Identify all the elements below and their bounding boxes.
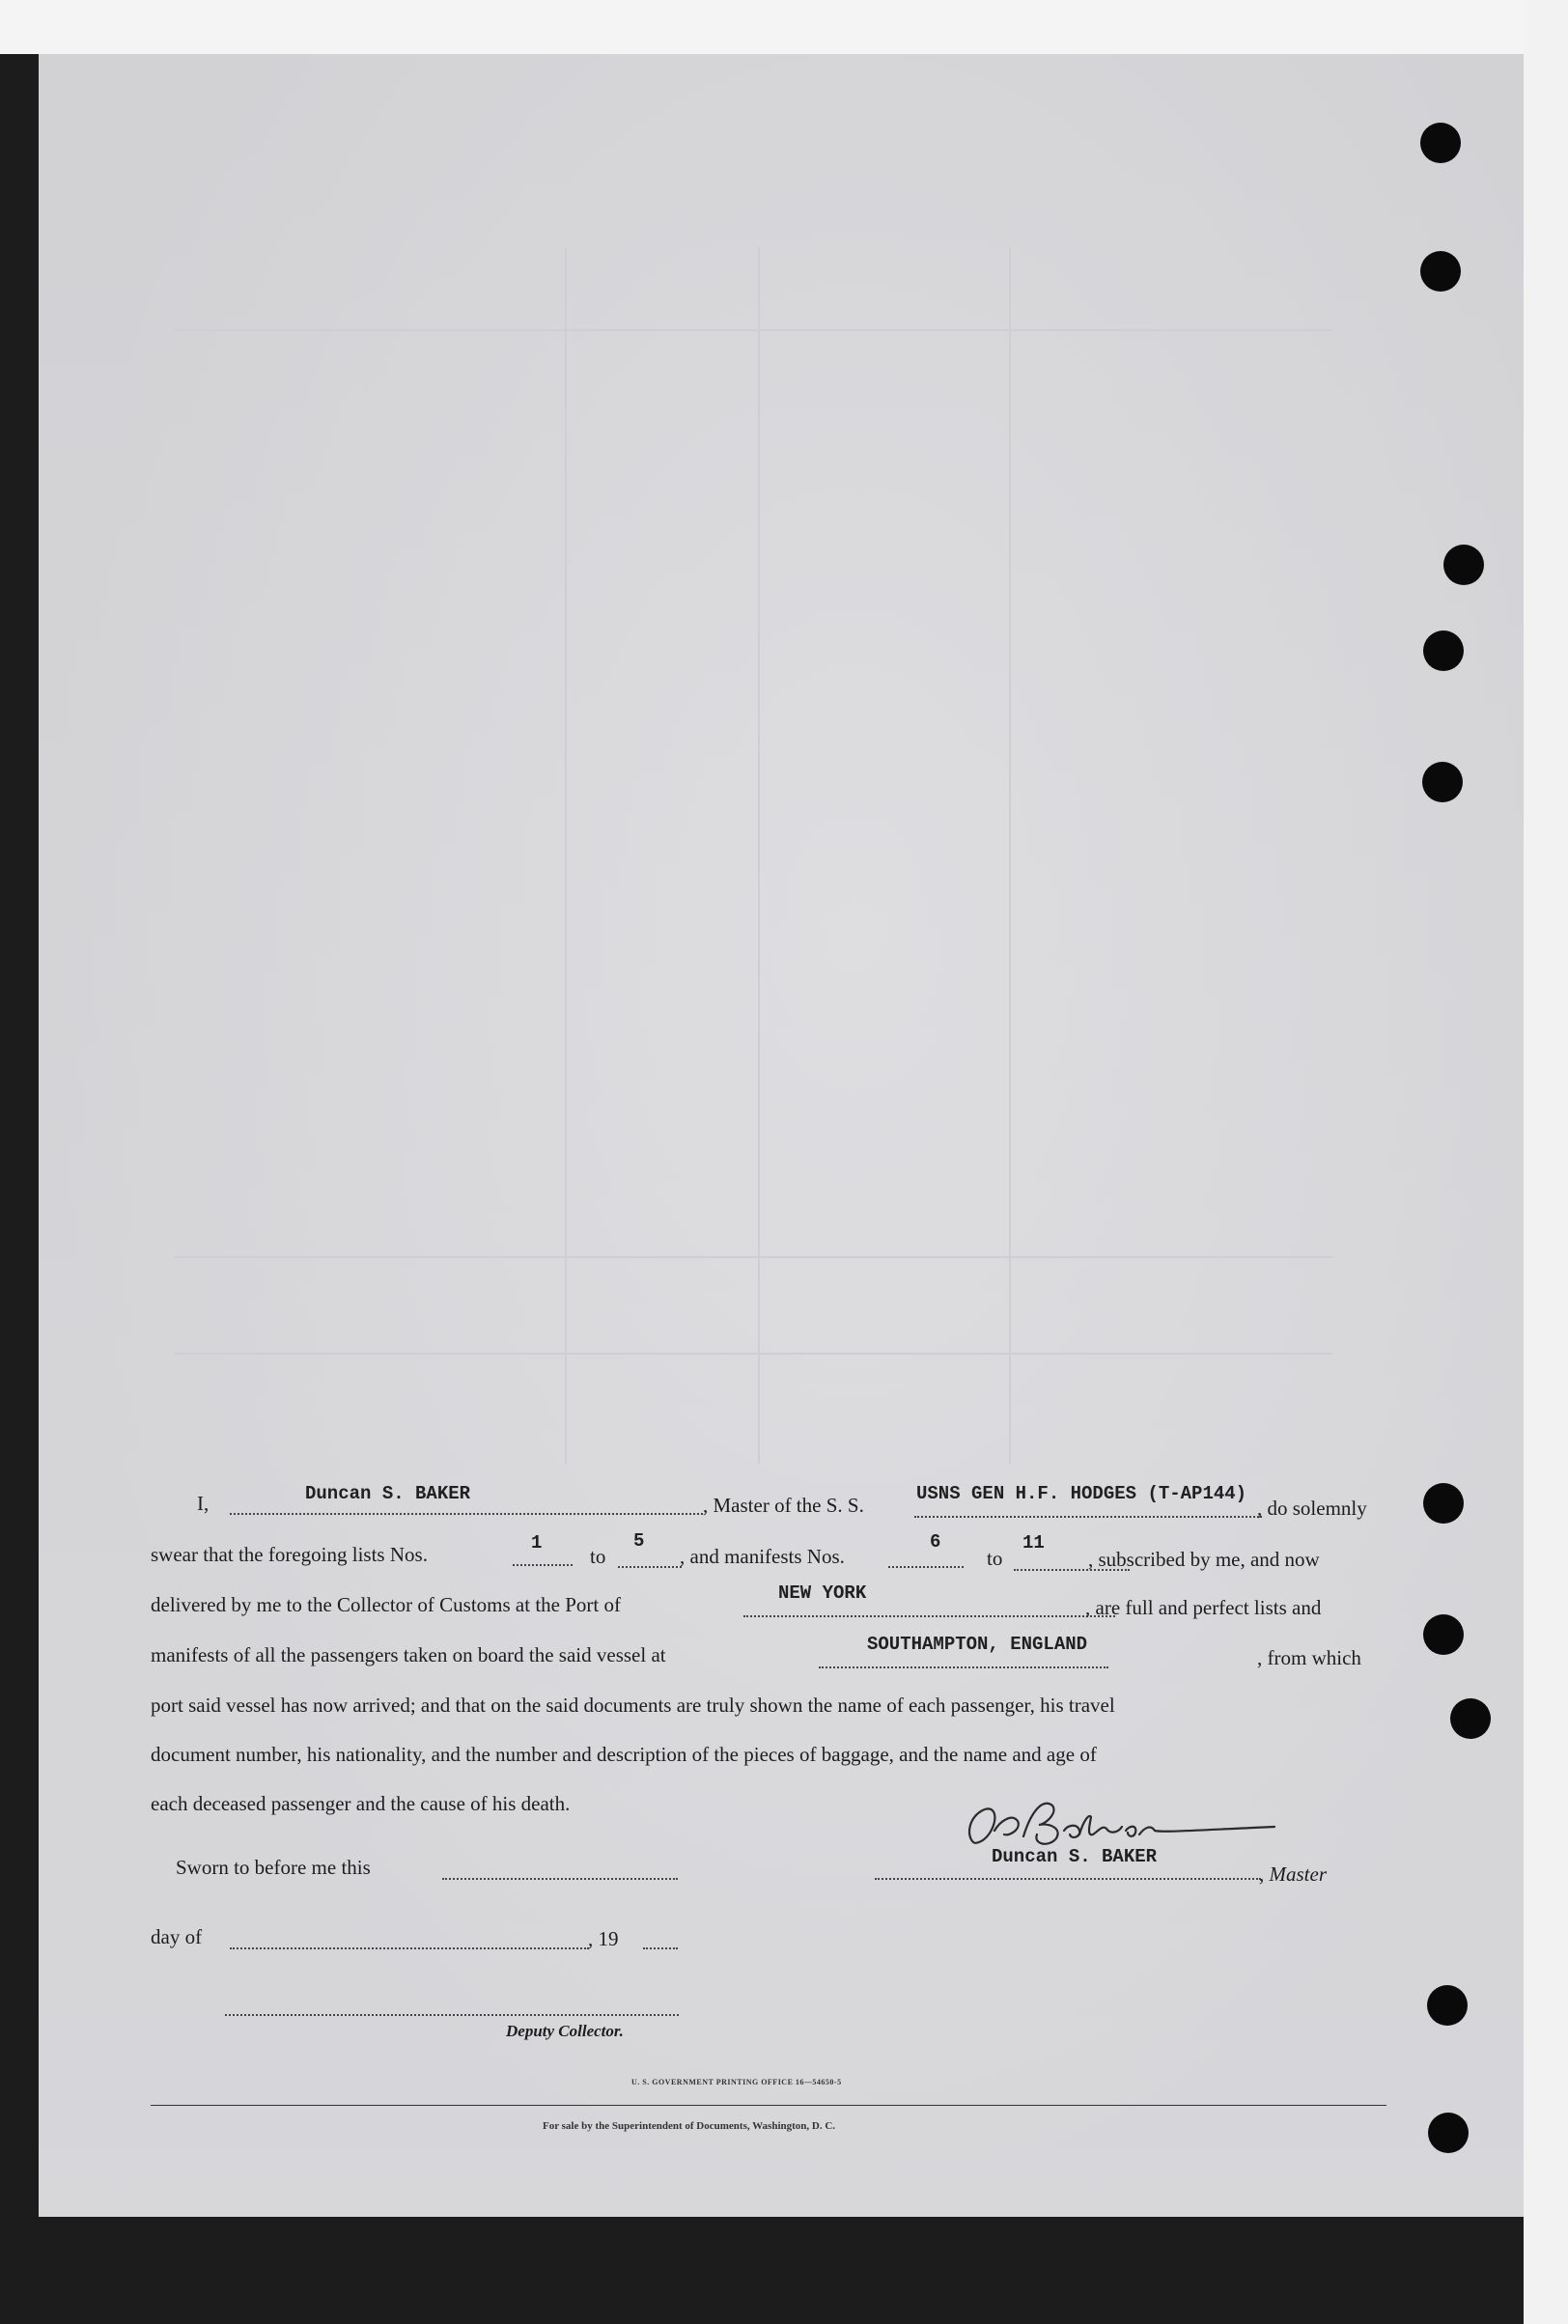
sworn-date-fill-line <box>442 1878 678 1880</box>
punch-hole <box>1422 762 1463 802</box>
master-name: Duncan S. BAKER <box>305 1483 471 1504</box>
oath-to-2: to <box>987 1547 1003 1570</box>
punch-hole <box>1443 545 1484 585</box>
list-to: 5 <box>633 1530 645 1552</box>
gpo-imprint: U. S. GOVERNMENT PRINTING OFFICE 16—54650-5 <box>631 2078 842 2086</box>
bleed-through-rule <box>174 1256 1332 1258</box>
deputy-signature-line <box>225 2014 679 2016</box>
for-sale-line: For sale by the Superintendent of Documents, Washington, D. C. <box>543 2120 836 2132</box>
manifest-to: 11 <box>1022 1532 1045 1554</box>
day-of-fill-line <box>230 1947 589 1949</box>
oath-master-of: , Master of the S. S. <box>703 1494 864 1517</box>
punch-hole <box>1423 1483 1464 1524</box>
scan-border-right <box>1524 0 1568 2324</box>
bleed-through-rule <box>174 1353 1332 1355</box>
list-to-fill-line <box>618 1566 682 1568</box>
punch-hole <box>1423 1614 1464 1655</box>
vessel-fill-line <box>914 1516 1262 1518</box>
signature-title: , Master <box>1259 1862 1327 1886</box>
year-prefix: , 19 <box>588 1927 619 1950</box>
punch-hole <box>1420 123 1461 163</box>
oath-line-7: each deceased passenger and the cause of his death. <box>151 1792 571 1815</box>
list-from: 1 <box>531 1532 543 1554</box>
vessel-name: USNS GEN H.F. HODGES (T-AP144) <box>916 1483 1247 1504</box>
deputy-collector-label: Deputy Collector. <box>506 2022 624 2040</box>
oath-manifests-all: manifests of all the passengers taken on board the said vessel at <box>151 1643 666 1666</box>
punch-hole <box>1427 1985 1468 2026</box>
oath-swear: swear that the foregoing lists Nos. <box>151 1543 428 1566</box>
departure-port: SOUTHAMPTON, ENGLAND <box>867 1634 1088 1655</box>
day-of-label: day of <box>151 1925 203 1948</box>
punch-hole <box>1450 1698 1491 1739</box>
oath-line-6: document number, his nationality, and the number and description of the pieces of baggage, and the name and age of <box>151 1743 1097 1766</box>
master-name-fill-line <box>230 1513 703 1515</box>
oath-to-1: to <box>590 1545 606 1568</box>
list-from-fill-line <box>513 1564 573 1566</box>
port-fill-line <box>743 1615 1115 1617</box>
departure-port-fill-line <box>819 1666 1108 1668</box>
punch-hole <box>1428 2113 1469 2153</box>
year-fill-line <box>643 1947 678 1949</box>
punch-hole <box>1420 251 1461 292</box>
footer-rule <box>151 2105 1386 2106</box>
oath-do-solemnly: , do solemnly <box>1257 1497 1367 1520</box>
document-page <box>39 54 1524 2217</box>
signature-typed-name: Duncan S. BAKER <box>992 1846 1158 1867</box>
oath-full-perfect: , are full and perfect lists and <box>1085 1596 1322 1619</box>
bleed-through-rule <box>1009 247 1011 1464</box>
bleed-through-rule <box>758 247 760 1464</box>
signature-fill-line <box>875 1878 1261 1880</box>
bleed-through-rule <box>565 247 567 1464</box>
punch-hole <box>1423 630 1464 671</box>
sworn-before-label: Sworn to before me this <box>176 1856 371 1879</box>
manifest-from-fill-line <box>888 1566 964 1568</box>
oath-i: I, <box>197 1492 210 1515</box>
oath-subscribed: , subscribed by me, and now <box>1088 1548 1320 1571</box>
oath-line-5: port said vessel has now arrived; and that on the said documents are truly shown the name of each passenger, his travel <box>151 1694 1115 1717</box>
port-name: NEW YORK <box>778 1582 867 1604</box>
scan-border-top <box>0 0 1568 54</box>
oath-delivered: delivered by me to the Collector of Customs at the Port of <box>151 1593 621 1616</box>
manifest-from: 6 <box>930 1531 941 1553</box>
oath-and-manifests: , and manifests Nos. <box>680 1545 845 1568</box>
bleed-through-rule <box>174 329 1332 331</box>
oath-from-which: , from which <box>1257 1646 1361 1669</box>
